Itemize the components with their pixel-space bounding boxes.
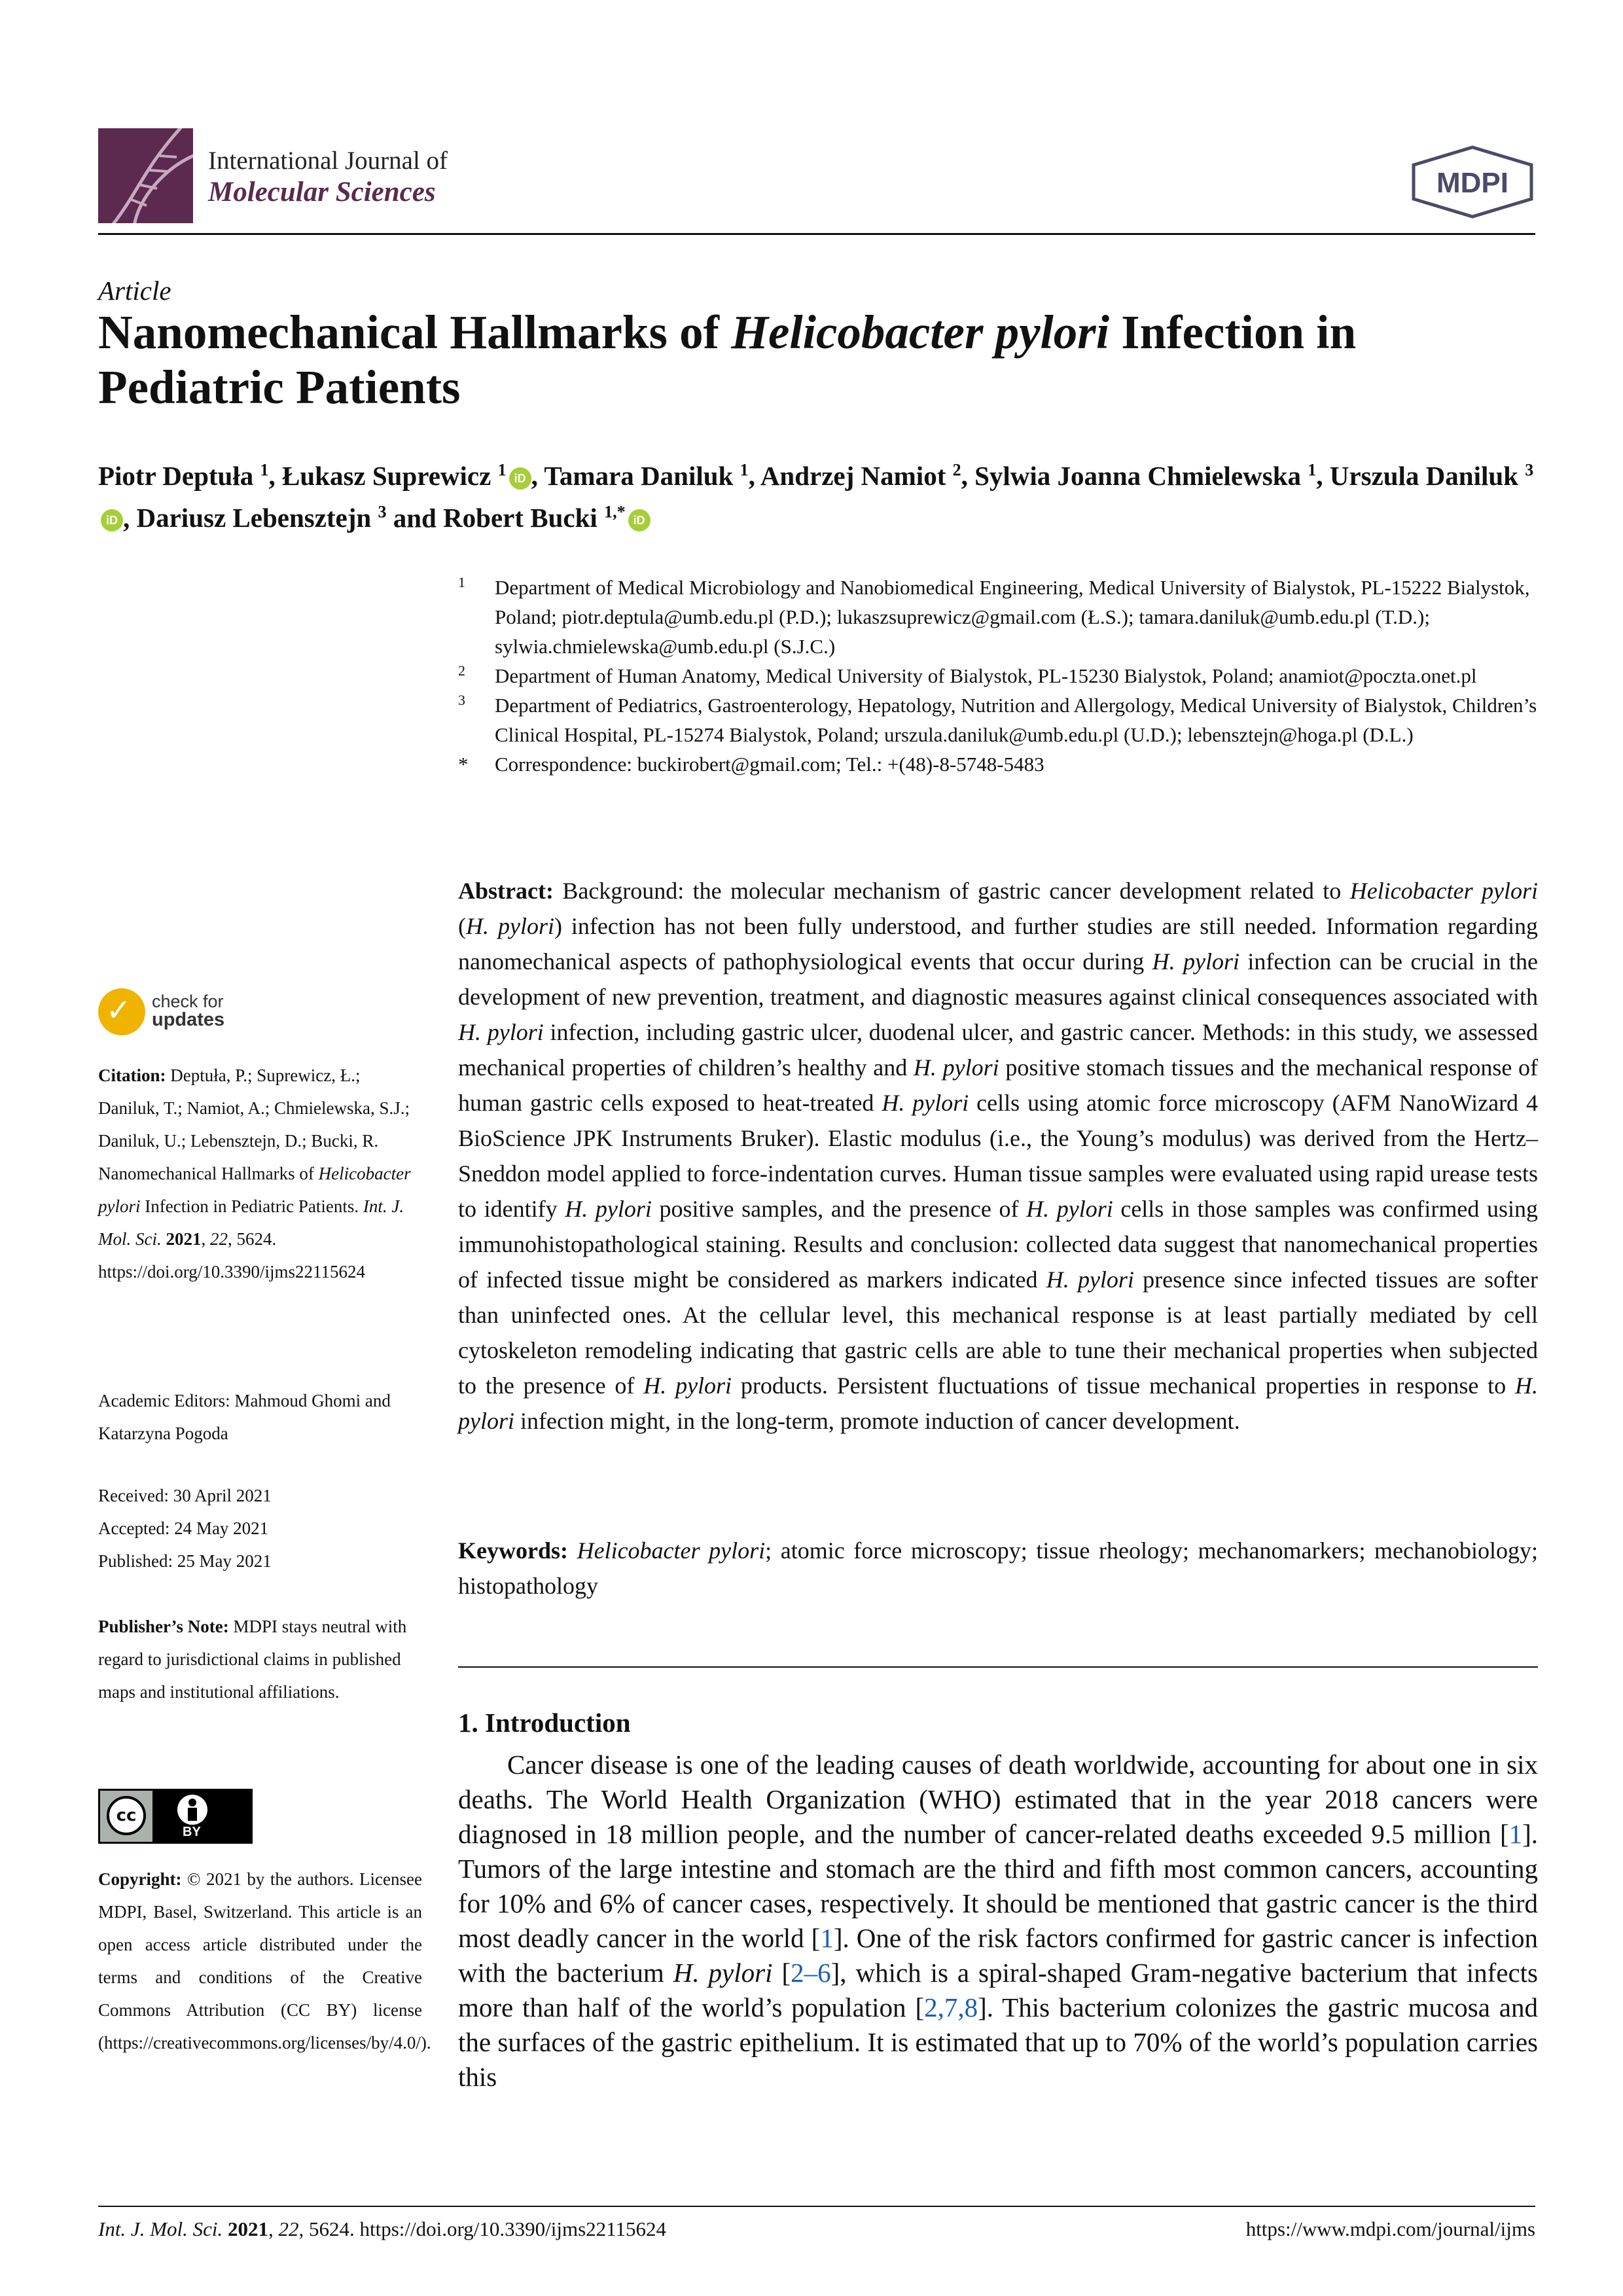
citation-link[interactable]: 2–6 bbox=[791, 1958, 831, 1988]
author: Dariusz Lebensztejn $^3$ bbox=[136, 502, 387, 533]
affiliations bbox=[458, 573, 1538, 779]
journal-name-line1: International Journal of bbox=[208, 147, 448, 175]
section-heading-introduction: 1. Introduction bbox=[458, 1708, 631, 1738]
mdpi-logo bbox=[1410, 145, 1535, 219]
orcid-icon[interactable]: iD bbox=[628, 509, 651, 531]
checkmark-icon: ✓ bbox=[98, 988, 145, 1035]
abstract: Abstract: Background: the molecular mechanism of gastric cancer development related to Helicobacter pylori (H. pylori) infection has not been fully understood, and further studies are still needed. Information regarding nanomechanical aspects of pathophysiological events that occur during H. pylori infection can be crucial in the development of new prevention, treatment, and diagnostic measures against clinical consequences associated with H. pylori infection, including gastric ulcer, duodenal ulcer, and gastric cancer. Methods: in this study, we assessed mechanical properties of children’s healthy and H. pylori positive stomach tissues and the mechanical response of human gastric cells exposed to heat-treated H. pylori cells using atomic force microscopy (AFM NanoWizard 4 BioScience JPK Instruments Bruker). Elastic modulus (i.e., the Young’s modulus) was derived from the Hertz–Sneddon model applied to force-indentation curves. Human tissue samples were evaluated using rapid urease tests to identify H. pylori positive samples, and the presence of H. pylori cells in those samples was confirmed using immunohistopathological staining. Results and conclusion: collected data suggest that nanomechanical properties of infected tissue might be considered as markers indicated H. pylori presence since infected tissues are softer than uninfected ones. At the cellular level, this mechanical response is at least partially mediated by cell cytoskeleton remodeling indicating that gastric cells are able to tune their mechanical properties when subjected to the presence of H. pylori products. Persistent fluctuations of tissue mechanical properties in response to H. pylori infection might, in the long-term, promote induction of cancer development. bbox=[458, 878, 1539, 1434]
cc-by-label: BY bbox=[183, 1825, 201, 1839]
citation-link[interactable]: 1 bbox=[820, 1923, 834, 1953]
publication-dates bbox=[98, 1479, 422, 1577]
footer-citation: Int. J. Mol. Sci. 2021, 22, 5624. https://doi.org/10.3390/ijms22115624 bbox=[98, 2217, 666, 2240]
section-divider bbox=[458, 1666, 1538, 1668]
check-for-updates-badge[interactable]: ✓ check for updates bbox=[98, 988, 249, 1041]
cc-icon: cc bbox=[107, 1796, 146, 1835]
received-date: Received: 30 April 2021 bbox=[98, 1486, 272, 1505]
affiliation-3: 3 Department of Pediatrics, Gastroenterology, Hepatology, Nutrition and Allergology, Medical University of Bialystok, Children’s Clinical Hospital, PL-15274 Bialystok, Poland; urszula.daniluk@umb.edu.pl (U.D.); lebensztejn@hoga.pl (D.L.) bbox=[458, 692, 1537, 746]
affiliation-1: 1 Department of Medical Microbiology and Nanobiomedical Engineering, Medical University of Bialystok, PL-15222 Bialystok, Poland; piotr.deptula@umb.edu.pl (P.D.); lukaszsuprewicz@gmail.com (Ł.S.); tamara.daniluk@umb.edu.pl (T.D.); sylwia.chmielewska@umb.edu.pl (S.J.C.) bbox=[458, 574, 1530, 658]
citation-block: Citation: Deptuła, P.; Suprewicz, Ł.; Daniluk, T.; Namiot, A.; Chmielewska, S.J.; Daniluk, U.; Lebensztejn, D.; Bucki, R. Nanomechanical Hallmarks of Helicobacter pylori Infection in Pediatric Patients. Int. J. Mol. Sci. 2021, 22, 5624. https://doi.org/10.3390/ijms22115624 bbox=[98, 1066, 411, 1282]
publisher-note: Publisher’s Note: MDPI stays neutral with regard to jurisdictional claims in published maps and institutional affiliations. bbox=[98, 1617, 407, 1702]
article-title: Nanomechanical Hallmarks of Helicobacter pylori Infection in Pediatric Patients bbox=[98, 306, 1357, 414]
published-date: Published: 25 May 2021 bbox=[98, 1551, 272, 1571]
copyright-notice: Copyright: © 2021 by the authors. Licensee MDPI, Basel, Switzerland. This article is an open access article distributed under the terms and conditions of the Creative Commons Attribution (CC BY) license (https://creativecommons.org/licenses/by/4.0/). bbox=[98, 1869, 431, 2053]
footer-journal-url[interactable]: https://www.mdpi.com/journal/ijms bbox=[1245, 2217, 1535, 2240]
publisher-logo-text: MDPI bbox=[1436, 167, 1508, 199]
orcid-icon[interactable]: iD bbox=[101, 509, 123, 531]
dna-helix-icon bbox=[98, 128, 193, 223]
footer-rule bbox=[98, 2206, 1535, 2207]
journal-name bbox=[208, 145, 448, 208]
academic-editors: Academic Editors: Mahmoud Ghomi and Katarzyna Pogoda bbox=[98, 1391, 391, 1443]
orcid-icon[interactable]: iD bbox=[509, 467, 531, 490]
correspondence: * Correspondence: buckirobert@gmail.com; Tel.: +(48)-8-5748-5483 bbox=[458, 753, 1044, 776]
author-list: Piotr Deptuła $^1$, Łukasz Suprewicz $^1$ iD , Tamara Daniluk $^1$, Andrzej Namiot $^2$, Sylwia Joanna Chmielewska $^1$, Urszula Daniluk $^3$iD , Dariusz Lebensztejn $^3$ and Robert Bucki $^{1,*}$ iD bbox=[98, 460, 1534, 533]
header-rule bbox=[98, 233, 1535, 235]
journal-logo bbox=[98, 128, 193, 223]
citation-link[interactable]: 2,7,8 bbox=[924, 1992, 978, 2022]
author: Andrzej Namiot $^2$ bbox=[760, 460, 961, 491]
author: Tamara Daniluk $^1$ bbox=[544, 460, 749, 491]
introduction-paragraph: Cancer disease is one of the leading causes of death worldwide, accounting for about one in six deaths. The World Health Organization (WHO) estimated that in the year 2018 cancers were diagnosed in 18 million people, and the number of cancer-related deaths exceeded 9.5 million [1]. Tumors of the large intestine and stomach are the third and fifth most common cancers, accounting for 10% and 6% of cancer cases, respectively. It should be mentioned that gastric cancer is the third most deadly cancer in the world [1]. One of the risk factors confirmed for gastric cancer is infection with the bacterium H. pylori [2–6], which is a spiral-shaped Gram-negative bacterium that infects more than half of the world’s population [2,7,8]. This bacterium colonizes the gastric mucosa and the surfaces of the gastric epithelium. It is estimated that up to 70% of the world’s population carries this bbox=[458, 1749, 1539, 2092]
affiliation-2: 2 Department of Human Anatomy, Medical University of Bialystok, PL-15230 Bialystok, Poland; anamiot@poczta.onet.pl bbox=[458, 662, 1477, 687]
cc-by-license-badge[interactable] bbox=[98, 1789, 253, 1844]
author: Sylwia Joanna Chmielewska $^1$ bbox=[974, 460, 1317, 491]
author: Robert Bucki $^{1,*}$ iD bbox=[443, 503, 651, 533]
author: Urszula Daniluk $^3$iD bbox=[98, 461, 1533, 533]
author: Piotr Deptuła $^1$ bbox=[98, 460, 269, 491]
attribution-icon bbox=[177, 1795, 207, 1825]
accepted-date: Accepted: 24 May 2021 bbox=[98, 1518, 269, 1538]
journal-name-line2: Molecular Sciences bbox=[208, 177, 436, 207]
citation-link[interactable]: 1 bbox=[1508, 1819, 1523, 1849]
article-type: Article bbox=[98, 276, 171, 306]
keywords: Keywords: Helicobacter pylori; atomic force microscopy; tissue rheology; mechanomarkers; mechanobiology; histopathology bbox=[458, 1537, 1538, 1599]
author: Łukasz Suprewicz $^1$ iD bbox=[282, 461, 531, 491]
